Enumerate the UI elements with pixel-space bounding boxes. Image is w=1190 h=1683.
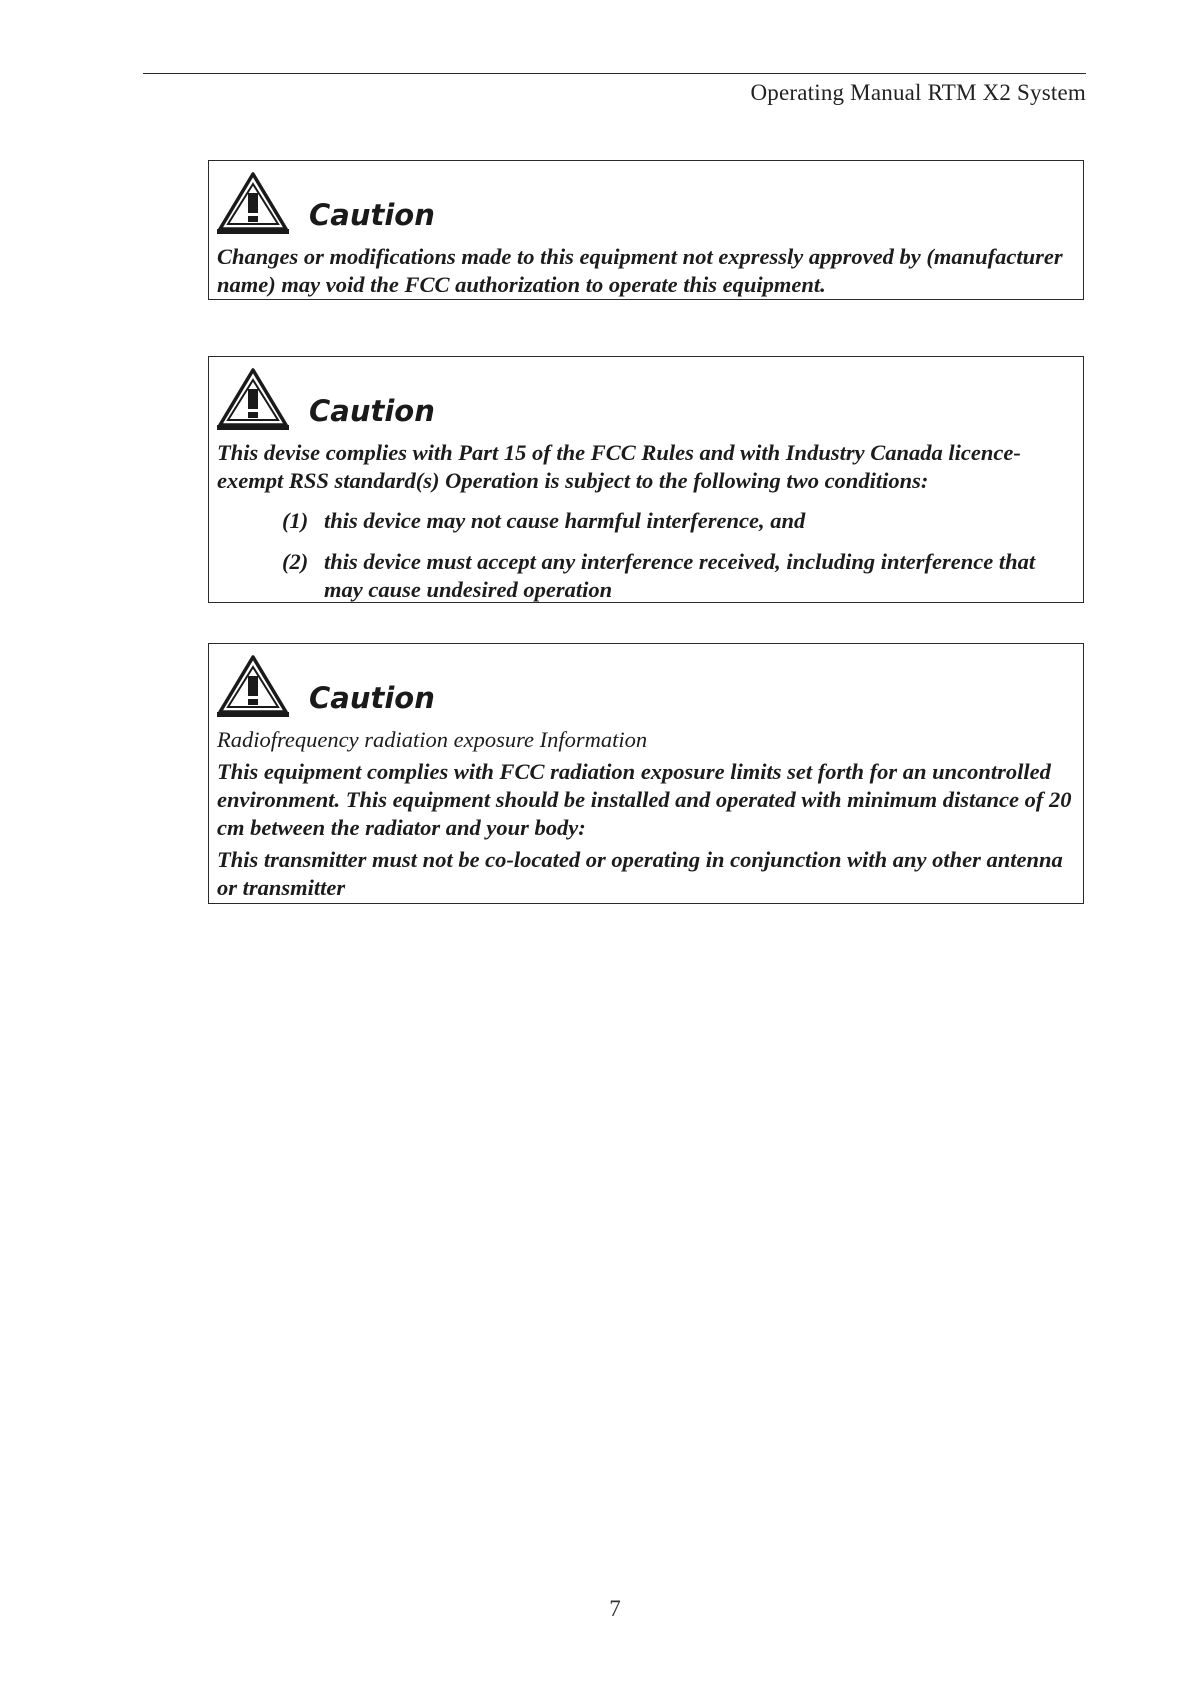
condition-number: (2) <box>282 549 309 574</box>
caution-paragraph: This equipment complies with FCC radiation exposure limits set forth for an uncontrolled environment. This equipment should be installed and operated with minimum distance of 20 cm between the radiator and your body: <box>217 759 1072 840</box>
condition-item <box>217 507 1073 535</box>
caution-body <box>217 243 1073 299</box>
caution-paragraph: This transmitter must not be co-located or operating in conjunction with any other antenna or transmitter <box>217 847 1063 900</box>
caution-title: Caution <box>309 681 435 715</box>
conditions-list <box>217 507 1073 604</box>
condition-text: this device must accept any interference received, including interference that may cause undesired operation <box>324 549 1036 602</box>
page-number: 7 <box>609 1596 621 1621</box>
caution-heading <box>217 654 517 718</box>
running-header: Operating Manual RTM X2 System <box>750 80 1086 105</box>
condition-number: (1) <box>282 508 309 533</box>
caution-body <box>217 439 1073 617</box>
caution-body <box>217 726 1073 902</box>
caution-title: Caution <box>309 198 435 232</box>
caution-subtitle: Radiofrequency radiation exposure Information <box>217 727 648 752</box>
condition-text: this device may not cause harmful interference, and <box>324 508 806 533</box>
caution-box-rf-exposure <box>208 643 1084 904</box>
caution-heading <box>217 367 517 431</box>
caution-text: Changes or modifications made to this equipment not expressly approved by (manufacturer name) may void the FCC authorization to operate this equipment. <box>217 244 1063 297</box>
caution-heading <box>217 171 517 235</box>
caution-intro: This devise complies with Part 15 of the FCC Rules and with Industry Canada licence-exempt RSS standard(s) Operation is subject to the following two conditions: <box>217 440 1021 493</box>
condition-item <box>217 548 1073 604</box>
warning-triangle-icon <box>217 171 289 235</box>
caution-box-fcc-modifications <box>208 160 1084 300</box>
caution-box-fcc-part15 <box>208 356 1084 603</box>
header-rule <box>143 73 1086 74</box>
warning-triangle-icon <box>217 654 289 718</box>
caution-title: Caution <box>309 394 435 428</box>
warning-triangle-icon <box>217 367 289 431</box>
